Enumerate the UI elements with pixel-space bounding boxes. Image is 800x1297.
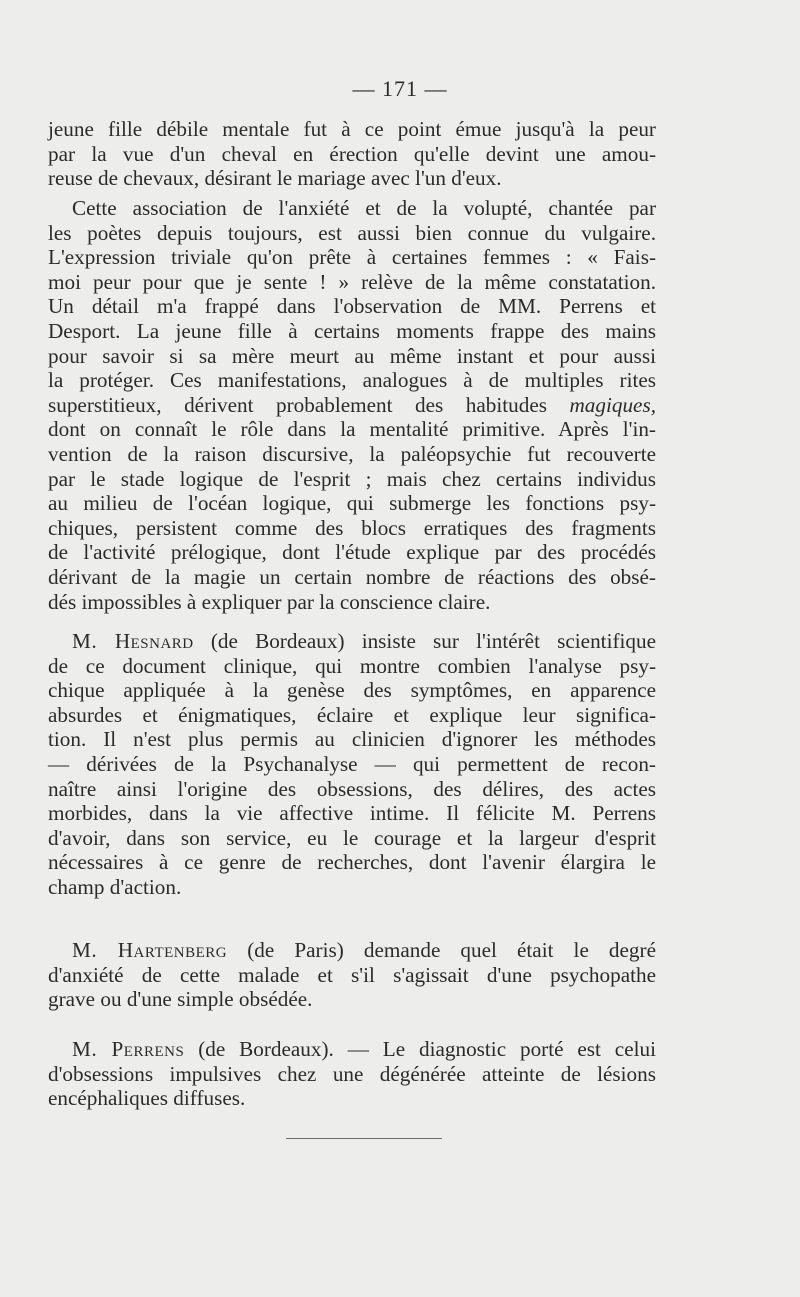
text-line: dérivant de la magie un certain nombre de réactions des obsé- [48,564,656,589]
text-line: de l'activité prélogique, dont l'étude explique par des procédés [48,540,656,565]
text-line: tion. Il n'est plus permis au clinicien d'ignorer les méthodes [48,727,656,752]
text-line: la protéger. Ces manifestations, analogues à de multiples rites [48,368,656,393]
text-line: les poètes depuis toujours, est aussi bien connue du vulgaire. [48,220,656,245]
text-line [48,629,656,654]
section-end-rule [286,1138,442,1139]
text-line: chiques, persistent comme des blocs erratiques des fragments [48,515,656,540]
text-line: de ce document clinique, qui montre combien l'analyse psy- [48,653,656,678]
text-line: Desport. La jeune fille à certains moments frappe des mains [48,318,656,343]
paragraph-perrens [48,1037,656,1111]
text-line: par la vue d'un cheval en érection qu'elle devint une amou- [48,141,656,166]
text-line: encéphaliques diffuses. [48,1086,246,1111]
paragraph-continuation [48,117,656,191]
text-line: chique appliquée à la genèse des symptômes, en apparence [48,678,656,703]
text-line: au milieu de l'océan logique, qui submerge les fonctions psy- [48,491,656,516]
paragraph-discussion [48,196,656,614]
text-line: champ d'action. [48,874,182,899]
speaker-name: M. Perrens [72,1037,185,1061]
text-line: dés impossibles à expliquer par la conscience claire. [48,589,491,614]
text-segment: superstitieux, dérivent probablement des habitudes [48,392,570,417]
text-line: jeune fille débile mentale fut à ce point émue jusqu'à la peur [48,117,656,141]
text-line [48,1037,656,1062]
text-line: L'expression triviale qu'on prête à certaines femmes : « Fais- [48,245,656,270]
text-line: morbides, dans la vie affective intime. Il félicite M. Perrens [48,801,656,826]
text-line: naître ainsi l'origine des obsessions, des délires, des actes [48,776,656,801]
paragraph-hartenberg [48,938,656,1012]
text-line: vention de la raison discursive, la paléopsychie fut recouverte [48,441,656,466]
text-line: reuse de chevaux, désirant le mariage avec l'un d'eux. [48,166,502,191]
text-line: grave ou d'une simple obsédée. [48,987,313,1012]
text-line: dont on connaît le rôle dans la mentalité primitive. Après l'in- [48,417,656,442]
text-line: nécessaires à ce genre de recherches, dont l'avenir élargira le [48,850,656,875]
italic-word: magiques, [569,392,656,417]
text-line [48,938,656,963]
speaker-name: M. Hartenberg [72,938,228,962]
text-segment: (de Bordeaux) insiste sur l'intérêt scientifique [193,629,656,653]
text-line: pour savoir si sa mère meurt au même instant et pour aussi [48,343,656,368]
text-segment: (de Paris) demande quel était le degré [227,938,656,962]
speaker-name: M. Hesnard [72,629,194,653]
text-line: d'anxiété de cette malade et s'il s'agissait d'une psychopathe [48,962,656,987]
text-line: moi peur pour que je sente ! » relève de la même constatation. [48,269,656,294]
text-line [48,393,656,418]
text-line: d'avoir, dans son service, eu le courage et la largeur d'esprit [48,825,656,850]
text-line: Cette association de l'anxiété et de la volupté, chantée par [72,196,656,220]
text-line: — dérivées de la Psychanalyse — qui permettent de recon- [48,751,656,776]
page-number: — 171 — [352,76,448,101]
text-line: d'obsessions impulsives chez une dégénérée atteinte de lésions [48,1061,656,1086]
text-segment: (de Bordeaux). — Le diagnostic porté est celui [184,1037,656,1061]
paragraph-hesnard [48,629,656,900]
text-line: absurdes et énigmatiques, éclaire et explique leur significa- [48,702,656,727]
text-line: Un détail m'a frappé dans l'observation de MM. Perrens et [48,294,656,319]
text-line: par le stade logique de l'esprit ; mais chez certains individus [48,466,656,491]
